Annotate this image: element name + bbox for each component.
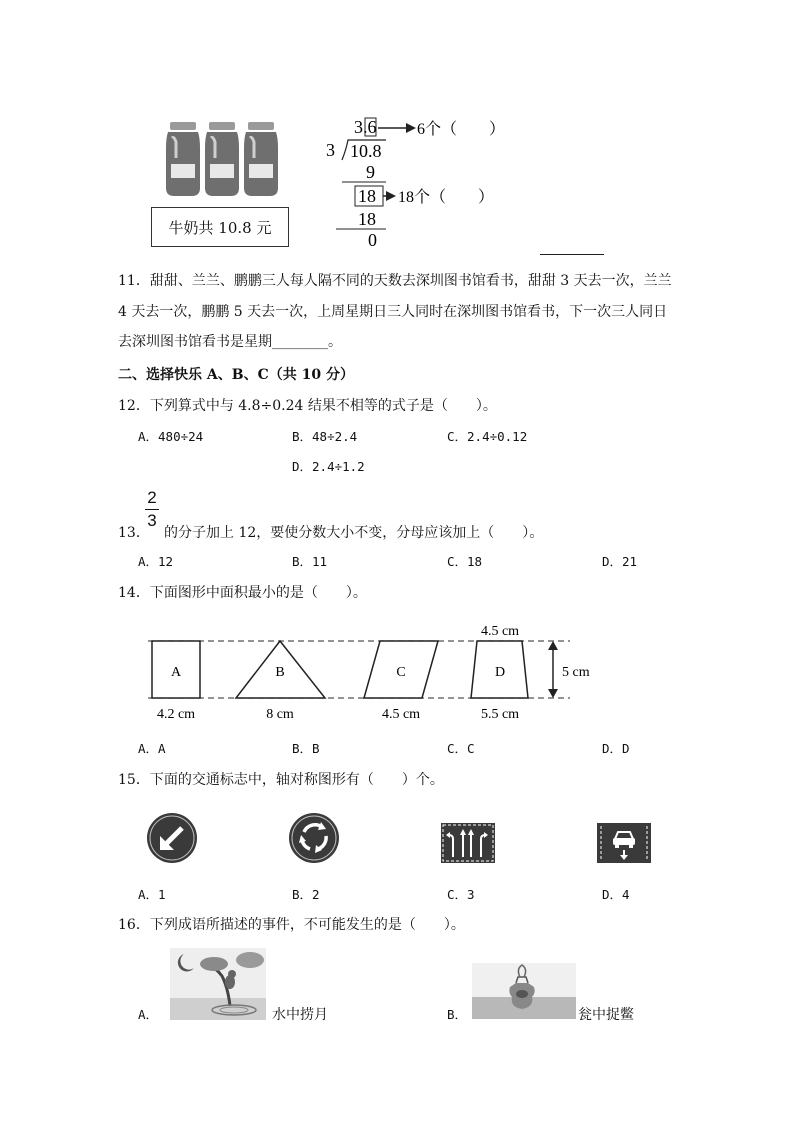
q12-option-d[interactable]: D．2.4÷1.2 — [292, 459, 365, 474]
shape-label-d: D — [494, 665, 506, 680]
q15-option-a[interactable]: A．1 — [138, 887, 166, 902]
annotation-2: 18个（ ） — [398, 189, 495, 206]
q13-option-a[interactable]: A．12 — [138, 554, 174, 569]
monkey-moon-illustration — [170, 948, 266, 1020]
shape-label-a: A — [170, 665, 182, 680]
q15-stem: 15．下面的交通标志中，轴对称图形有（ ）个。 — [118, 772, 444, 788]
milk-price-text: 牛奶共 10.8 元 — [168, 218, 272, 237]
bottom-label-d: 5.5 cm — [480, 707, 520, 722]
top-width-label: 4.5 cm — [480, 624, 520, 639]
milk-bottle-icon — [166, 122, 200, 196]
division-step-1: 9 — [366, 162, 375, 182]
shapes-figure — [140, 618, 610, 728]
annotation-1: 6个（ ） — [417, 121, 506, 138]
bottom-label-a: 4.2 cm — [156, 707, 196, 722]
arrow-right-icon — [383, 191, 396, 201]
q11-line-1: 11．甜甜、兰兰、鹏鹏三人每人隔不同的天数去深圳图书馆看书，甜甜 3 天去一次，兰兰 — [118, 273, 672, 289]
q13-stem: 的分子加上 12，要使分数大小不变，分母应该加上（ ）。 — [164, 525, 544, 541]
q13-option-b[interactable]: B．11 — [292, 554, 328, 569]
q15-option-b[interactable]: B．2 — [292, 887, 320, 902]
sign-arrow-down-left — [146, 812, 198, 864]
q14-option-d[interactable]: D．D — [602, 741, 630, 756]
shape-label-c: C — [396, 665, 406, 680]
q13-option-c[interactable]: C．18 — [447, 554, 483, 569]
sign-lanes — [441, 823, 495, 863]
q13-option-d[interactable]: D．21 — [602, 554, 638, 569]
q14-stem: 14．下面图形中面积最小的是（ ）。 — [118, 585, 367, 601]
q16-option-a-letter[interactable]: A． — [138, 1007, 159, 1022]
q11-line-2: 4 天去一次，鹏鹏 5 天去一次，上周星期日三人同时在深圳图书馆看书，下一次三人同日 — [118, 304, 668, 320]
q16-stem: 16．下列成语所描述的事件，不可能发生的是（ ）。 — [118, 917, 465, 933]
division-dividend: 10.8 — [350, 141, 382, 161]
q16-option-b-caption[interactable]: 瓮中捉鳖 — [578, 1007, 634, 1023]
sign-car-lane — [597, 823, 651, 863]
section-title: 二、选择快乐 A、B、C（共 10 分） — [118, 367, 354, 383]
jar-turtle-illustration — [472, 963, 576, 1019]
q12-option-a[interactable]: A．480÷24 — [138, 429, 204, 444]
height-label: 5 cm — [562, 665, 590, 680]
milk-bottles-illustration — [160, 118, 285, 198]
division-step-3: 18 — [358, 209, 376, 229]
q12-stem: 12．下列算式中与 4.8÷0.24 结果不相等的式子是（ ）。 — [118, 398, 497, 414]
q13-number: 13． — [118, 525, 150, 541]
division-step-2: 18 — [358, 186, 376, 206]
q16-option-b-letter[interactable]: B． — [447, 1007, 468, 1022]
q15-option-d[interactable]: D．4 — [602, 887, 630, 902]
bottom-label-c: 4.5 cm — [381, 707, 421, 722]
division-quotient: 3.6 — [354, 117, 377, 137]
milk-bottle-icon — [244, 122, 278, 196]
milk-bottle-icon — [205, 122, 239, 196]
sign-roundabout — [288, 812, 340, 864]
q11-line-3: 去深圳图书馆看书是星期________。 — [118, 334, 342, 350]
long-division — [320, 112, 520, 252]
division-remainder: 0 — [368, 230, 377, 250]
q14-option-c[interactable]: C．C — [447, 741, 475, 756]
fraction-numerator: 2 — [147, 488, 157, 507]
arrow-right-icon — [378, 123, 416, 133]
fraction-denominator: 3 — [147, 511, 157, 530]
height-arrow-icon — [548, 641, 558, 698]
shape-label-b: B — [275, 665, 285, 680]
q12-option-c[interactable]: C．2.4÷0.12 — [447, 429, 528, 444]
division-divisor: 3 — [326, 140, 335, 160]
milk-price-label — [151, 207, 289, 247]
bottom-label-b: 8 cm — [266, 707, 294, 722]
answer-blank-line[interactable] — [540, 254, 604, 255]
q14-option-b[interactable]: B．B — [292, 741, 320, 756]
turtle-icon — [516, 990, 528, 998]
q12-option-b[interactable]: B．48÷2.4 — [292, 429, 358, 444]
q16-option-a-caption[interactable]: 水中捞月 — [272, 1007, 328, 1023]
q14-option-a[interactable]: A．A — [138, 741, 166, 756]
q15-option-c[interactable]: C．3 — [447, 887, 475, 902]
